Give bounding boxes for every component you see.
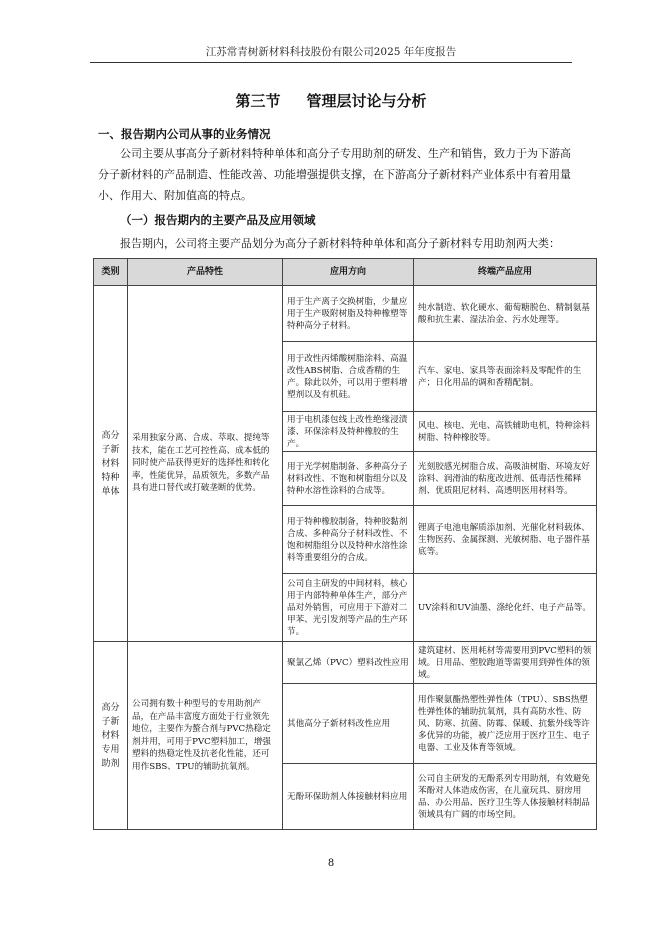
category-cell: 高分子新材料特种单体 xyxy=(94,286,128,642)
end-use-cell: 用作聚氨酯热塑性弹性体（TPU）、SBS热塑性弹性体的辅助抗氧剂，具有高防水性、防风、防寒、抗菌、防霉、保暖、抗紫外线等许多优异的功能，被广泛应用于医疗卫生、电子电器、工业及体育等领域。 xyxy=(414,684,597,764)
application-cell: 用于改性丙烯酸树脂涂料、高温改性ABS树脂、合成香精的生产。除此以外，可以用于塑料增塑剂以及有机硅。 xyxy=(283,342,414,412)
feature-cell: 采用独家分离、合成、萃取、提纯等技术，能在工艺可控性高、成本低的同时使产品获得更好的选择性和转化率，性能优异，品质领先，多数产品具有进口替代或打破垄断的优势。 xyxy=(128,286,283,642)
table-row xyxy=(94,286,597,342)
table-row xyxy=(94,642,597,684)
end-use-cell: 锂离子电池电解质添加剂、光催化材料载体、生物医药、金属探测、光敏树脂、电子器件基底等。 xyxy=(414,506,597,574)
section-title xyxy=(0,90,662,111)
table-header-row xyxy=(94,259,597,286)
products-table xyxy=(93,258,597,830)
page-number: 8 xyxy=(327,858,335,869)
end-use-cell: 建筑建材、医用耗材等需要用到PVC塑料的领域。日用品、塑胶跑道等需要用到弹性体的领域。 xyxy=(414,642,597,684)
header-application: 应用方向 xyxy=(283,259,414,286)
end-use-cell: 光刻胶感光树脂合成、高吸油树脂、环境友好涂料、润滑油的粘度改进剂、低毒活性稀释剂、优质阻尼材料、高透明医用材料等。 xyxy=(414,452,597,506)
application-cell: 无酚环保助剂人体接触材料应用 xyxy=(283,764,414,830)
category-cell: 高分子新材料专用助剂 xyxy=(94,642,128,830)
heading-products: （一）报告期内的主要产品及应用领域 xyxy=(120,213,316,227)
application-cell: 用于电机漆包线上改性绝缘浸渍漆、环保涂料及特种橡胶的生产。 xyxy=(283,412,414,452)
feature-cell: 公司拥有数十种型号的专用助剂产品，在产品丰富度方面处于行业领先地位，主要作为螯合剂与PVC热稳定剂并用，可用于PVC塑料加工，增强塑料的热稳定性及抗老化性能，还可用作SBS、TPU的辅助抗氧剂。 xyxy=(128,642,283,830)
application-cell: 用于生产离子交换树脂，少量应用于生产吸附树脂及特种橡塑等特种高分子材料。 xyxy=(283,286,414,342)
paragraph-products: 报告期内，公司将主要产品划分为高分子新材料特种单体和高分子新材料专用助剂两大类： xyxy=(120,237,560,250)
header-end-use: 终端产品应用 xyxy=(414,259,597,286)
page-header: 江苏常青树新材料科技股份有限公司2025 年年度报告 xyxy=(205,46,457,58)
section-number: 第三节 xyxy=(235,92,281,110)
section-name: 管理层讨论与分析 xyxy=(306,92,427,110)
header-rule xyxy=(90,62,572,63)
end-use-cell: 纯水制造、软化硬水、葡萄糖脱色、精制氨基酸和抗生素、湿法冶金、污水处理等。 xyxy=(414,286,597,342)
end-use-cell: UV涂料和UV油墨、涤纶化纤、电子产品等。 xyxy=(414,574,597,642)
end-use-cell: 风电、核电、光电、高铁辅助电机，特种涂料树脂、特种橡胶等。 xyxy=(414,412,597,452)
application-cell: 聚氯乙烯（PVC）塑料改性应用 xyxy=(283,642,414,684)
application-cell: 公司自主研发的中间材料，核心用于内部特种单体生产，部分产品对外销售，可应用于下游对二甲苯、光引发剂等产品的生产环节。 xyxy=(283,574,414,642)
end-use-cell: 公司自主研发的无酚系列专用助剂，有效避免苯酚对人体造成伤害，在儿童玩具、厨房用品、办公用品、医疗卫生等人体接触材料制品领域具有广阔的市场空间。 xyxy=(414,764,597,830)
application-cell: 其他高分子新材料改性应用 xyxy=(283,684,414,764)
application-cell: 用于特种橡胶制备，特种胶黏剂合成、多种高分子材料改性、不饱和树脂组分以及特种水溶性涂料等重要组分的合成。 xyxy=(283,506,414,574)
header-category: 类别 xyxy=(94,259,128,286)
header-feature: 产品特性 xyxy=(128,259,283,286)
paragraph-business: 公司主要从事高分子新材料特种单体和高分子专用助剂的研发、生产和销售，致力于为下游高分子新材料的产品制造、性能改善、功能增强提供支撑，在下游高分子新材料产业体系中有着用量小、作用大、附加值高的特点。 xyxy=(98,147,571,202)
heading-business: 一、报告期内公司从事的业务情况 xyxy=(98,127,271,141)
application-cell: 用于光学树脂制备、多种高分子材料改性、不饱和树脂组分以及特种水溶性涂料的合成等。 xyxy=(283,452,414,506)
end-use-cell: 汽车、家电、家具等表面涂料及零配件的生产；日化用品的调和香精配制。 xyxy=(414,342,597,412)
